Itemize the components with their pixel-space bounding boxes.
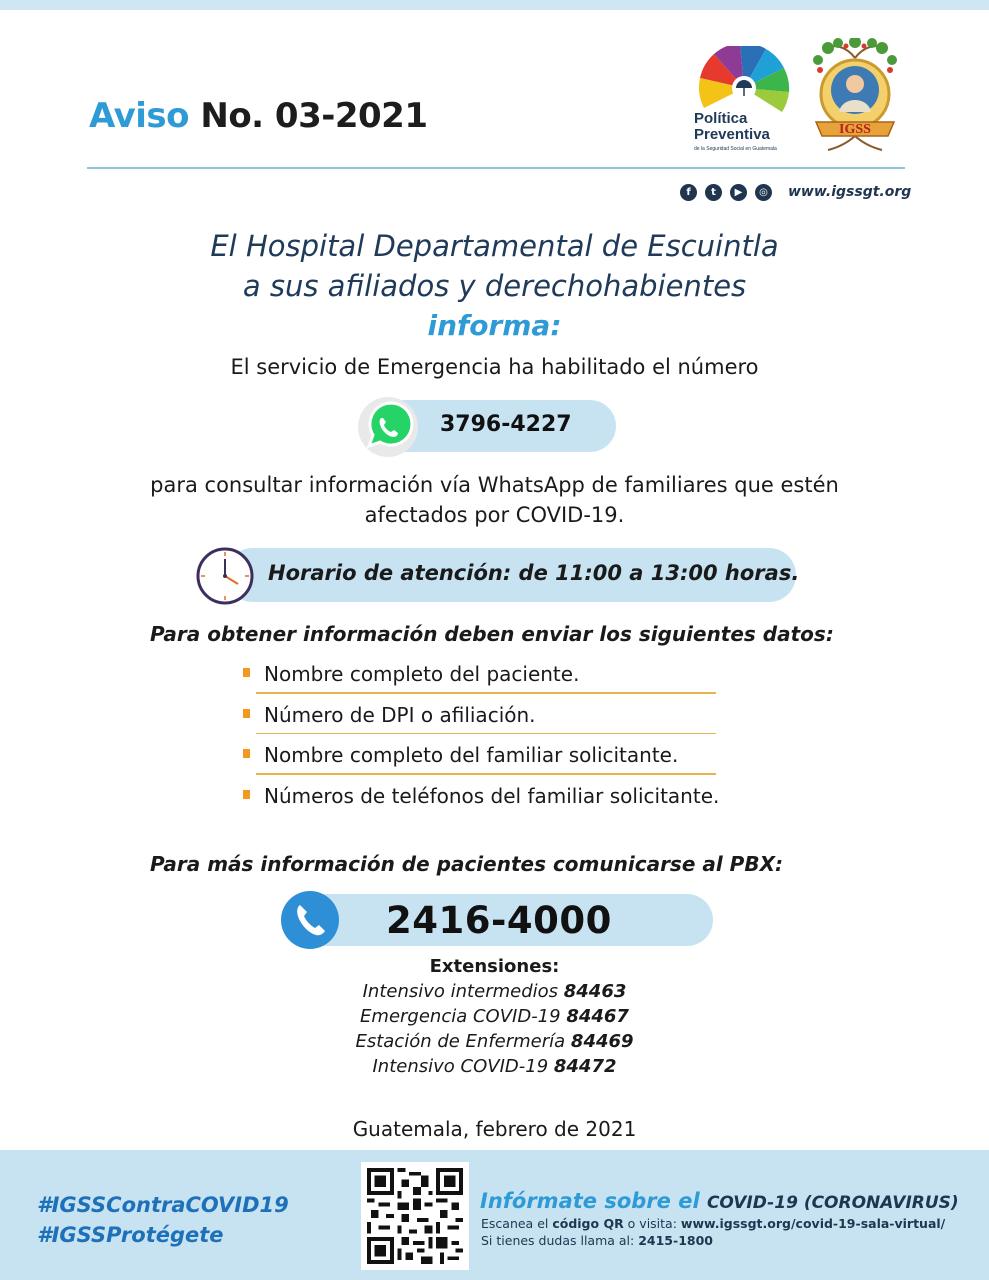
- extension-row: [0, 1006, 989, 1027]
- clock-icon: [195, 546, 255, 606]
- igss-logo: [806, 38, 904, 154]
- pbx-title: Para más información de pacientes comunicarse al PBX:: [150, 852, 783, 876]
- notice-number: No. 03-2021: [200, 96, 428, 136]
- youtube-icon[interactable]: ▶: [730, 184, 747, 201]
- logo-pp-line1: Política: [694, 110, 748, 127]
- instagram-icon[interactable]: ◎: [755, 184, 772, 201]
- extension-number: 84467: [566, 1006, 629, 1027]
- notice-word: Aviso: [89, 96, 190, 136]
- notice-title: [89, 96, 427, 136]
- extensions-title: Extensiones:: [429, 956, 560, 977]
- extension-row: [0, 1056, 989, 1077]
- whatsapp-icon: [355, 394, 421, 460]
- divider: [256, 692, 716, 694]
- divider: [256, 773, 716, 775]
- twitter-icon[interactable]: t: [705, 184, 722, 201]
- bullet-icon: [243, 709, 250, 718]
- logo-pp-line2: Preventiva: [694, 126, 770, 143]
- list-item-text: Nombre completo del paciente.: [264, 662, 580, 686]
- extension-label: Estación de Enfermería: [355, 1031, 566, 1052]
- list-item-text: Número de DPI o afiliación.: [264, 702, 536, 727]
- bullet-icon: [243, 749, 250, 758]
- extension-row: [0, 1031, 989, 1052]
- scan-line: [481, 1216, 945, 1231]
- extension-label: Intensivo intermedios: [362, 981, 559, 1002]
- qr-code[interactable]: [361, 1162, 469, 1270]
- extension-label: Intensivo COVID-19: [372, 1056, 549, 1077]
- date-line: Guatemala, febrero de 2021: [352, 1117, 637, 1141]
- extension-number: 84472: [553, 1056, 617, 1077]
- emergency-text: El servicio de Emergencia ha habilitado el número: [230, 355, 759, 379]
- schedule-text: Horario de atención: de 11:00 a 13:00 horas.: [268, 561, 800, 585]
- politica-preventiva-logo: [692, 46, 796, 154]
- info-title-covid: COVID-19 (CORONAVIRUS): [706, 1193, 959, 1213]
- bullet-icon: [243, 668, 250, 677]
- hashtag-1[interactable]: #IGSSContraCOVID19: [37, 1193, 289, 1217]
- list-item: [240, 656, 720, 697]
- bullet-icon: [243, 790, 250, 799]
- requirements-title: Para obtener información deben enviar los siguientes datos:: [150, 622, 834, 646]
- list-item: [240, 778, 720, 819]
- list-item-text: Números de teléfonos del familiar solicitante.: [264, 783, 720, 808]
- doubt-line: [481, 1233, 713, 1248]
- scan-bold: código QR: [552, 1216, 624, 1231]
- purpose-line2: afectados por COVID-19.: [364, 503, 625, 527]
- extension-label: Emergencia COVID-19: [360, 1006, 561, 1027]
- list-item: [240, 697, 720, 738]
- list-item-text: Nombre completo del familiar solicitante.: [264, 743, 679, 767]
- qr-code-icon: [367, 1168, 463, 1264]
- scan-url[interactable]: www.igssgt.org/covid-19-sala-virtual/: [680, 1216, 946, 1231]
- social-bar: [680, 182, 911, 202]
- hashtag-2[interactable]: #IGSSProtégete: [37, 1223, 224, 1247]
- extension-number: 84469: [570, 1031, 634, 1052]
- purpose-line1: para consultar información vía WhatsApp de familiares que estén: [150, 473, 839, 497]
- top-strip: [0, 0, 989, 10]
- website-link[interactable]: www.igssgt.org: [788, 184, 912, 200]
- pbx-number[interactable]: 2416-4000: [386, 899, 612, 942]
- info-title-main: Infórmate sobre el: [480, 1189, 707, 1213]
- requirements-list: [240, 656, 720, 818]
- headline-line2: a sus afiliados y derechohabientes: [242, 269, 747, 303]
- scan-mid: o visita:: [623, 1216, 681, 1231]
- doubt-prefix: Si tienes dudas llama al:: [481, 1233, 639, 1248]
- scan-prefix: Escanea el: [481, 1216, 553, 1231]
- divider: [256, 733, 716, 735]
- facebook-icon[interactable]: f: [680, 184, 697, 201]
- doubt-number[interactable]: 2415-1800: [638, 1233, 713, 1248]
- extension-row: [0, 981, 989, 1002]
- extension-number: 84463: [563, 981, 627, 1002]
- logo-igss-text: IGSS: [839, 122, 871, 137]
- info-title: [480, 1189, 959, 1213]
- header-divider: [87, 167, 905, 169]
- headline-line1: El Hospital Departamental de Escuintla: [210, 229, 779, 263]
- phone-icon: [280, 890, 340, 950]
- headline-informa: informa:: [427, 309, 562, 342]
- logo-pp-line3: de la Seguridad Social en Guatemala: [694, 146, 777, 152]
- list-item: [240, 737, 720, 778]
- whatsapp-number[interactable]: 3796-4227: [440, 412, 572, 437]
